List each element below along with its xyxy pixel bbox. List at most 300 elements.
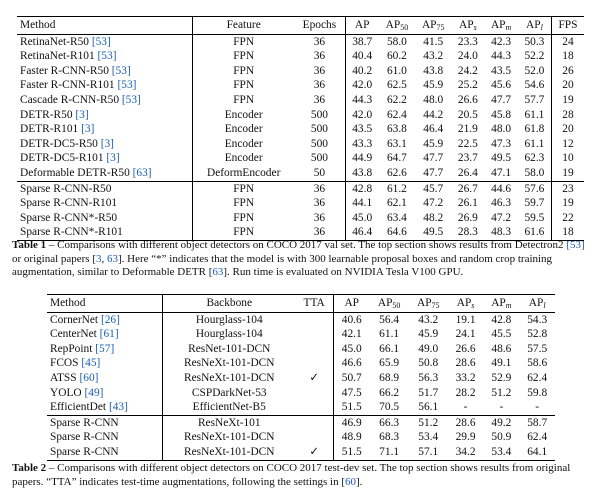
cell-ap75: 47.2 [423, 197, 444, 210]
table-row [47, 415, 555, 430]
method-name: Sparse R-CNN*-R50 [20, 211, 118, 224]
cell-aps: 24.2 [457, 64, 478, 77]
citation-link[interactable]: [63] [132, 166, 152, 179]
cell-fps: 12 [562, 137, 574, 150]
cell-epochs: 36 [294, 78, 345, 93]
t1-header-ap: AP [345, 17, 379, 35]
cell-aps: 28.2 [455, 386, 476, 399]
cell-apm: 42.8 [483, 312, 519, 327]
cell-ap75: 41.5 [415, 34, 451, 49]
cell-apm: 45.6 [491, 79, 512, 92]
cell-epochs: 36 [294, 64, 345, 79]
method-cell [47, 312, 163, 327]
cell-apl: 62.4 [527, 371, 548, 384]
cell-apl: 52.2 [518, 49, 552, 64]
cell-feature: FPN [233, 197, 255, 210]
method-name: Deformable DETR-R50 [20, 166, 133, 179]
cell-ap: 42.1 [341, 328, 362, 341]
cell-apm: 42.3 [484, 34, 518, 49]
cell-backbone: ResNeXt-101 [163, 415, 296, 430]
cell-ap50: 66.2 [379, 386, 400, 399]
method-cell [17, 137, 193, 152]
method-name: Faster R-CNN-R101 [20, 79, 118, 92]
cell-apm: 45.8 [491, 108, 512, 121]
cell-ap: 42.0 [352, 79, 373, 92]
citation-link[interactable]: [3] [81, 123, 95, 136]
cell-tta [295, 327, 333, 342]
cell-ap75: 53.4 [418, 431, 439, 444]
cell-apm: 43.5 [491, 64, 512, 77]
t2-header-ap: AP [333, 295, 369, 313]
cell-fps: 19 [562, 93, 574, 106]
t2-header-ap50: $AP_{50}$ [370, 295, 409, 313]
table-2-caption: Table 2 – Comparisons with different object detectors on COCO 2017 test-dev set. The top section shows results from original papers. “TTA” indicates test-time augmentations, following the settings in [60]. [12, 462, 571, 488]
cell-aps: 26.4 [457, 166, 478, 179]
cell-ap: 45.0 [352, 211, 373, 224]
cell-tta: ✓ [295, 371, 333, 386]
table-row [47, 312, 555, 327]
cell-ap: 42.0 [352, 108, 373, 121]
table-row [47, 356, 555, 371]
cell-ap: 40.2 [352, 64, 373, 77]
cell-ap: 51.5 [341, 401, 362, 414]
cell-aps: 26.7 [451, 181, 484, 196]
cell-ap50: 68.9 [379, 371, 400, 384]
cell-fps: 28 [562, 108, 574, 121]
t1-header-epochs: Epochs [294, 17, 345, 35]
cell-apm: 49.2 [483, 415, 519, 430]
cell-apl: 57.5 [527, 342, 548, 355]
cell-apm: 48.0 [491, 123, 512, 136]
cell-ap75: 56.3 [418, 371, 439, 384]
citation-link[interactable]: [3] [75, 108, 89, 121]
table-row [47, 327, 555, 342]
cell-apm: 51.2 [491, 386, 512, 399]
cell-ap50: 62.5 [386, 79, 407, 92]
cell-aps: 26.6 [455, 342, 476, 355]
cell-ap75: 43.2 [423, 50, 444, 63]
cell-fps: 20 [562, 79, 574, 92]
citation-link[interactable]: [61] [99, 328, 119, 341]
method-cell [17, 49, 193, 64]
cell-feature: Encoder [224, 152, 263, 165]
cell-apm: 49.1 [491, 357, 512, 370]
table-2 [47, 294, 555, 461]
method-name: DETR-DC5-R101 [20, 152, 107, 165]
method-name: RepPoint [50, 342, 96, 355]
cell-apl: 61.8 [518, 122, 552, 137]
method-cell [17, 122, 193, 137]
cell-epochs: 500 [294, 137, 345, 152]
cell-ap50: 62.2 [386, 93, 407, 106]
cell-apl: 59.7 [518, 196, 552, 211]
table-row [17, 166, 584, 181]
cell-ap: 44.9 [352, 152, 373, 165]
cell-apl: - [535, 401, 540, 414]
cell-ap: 46.6 [341, 357, 362, 370]
cell-backbone: ResNet-101-DCN [188, 342, 271, 355]
t2-header-apm: $AP_m$ [483, 295, 519, 313]
method-name: CenterNet [50, 328, 100, 341]
cell-apl: 57.7 [518, 93, 552, 108]
t2-header-tta: TTA [295, 295, 333, 313]
table-row [17, 49, 584, 64]
citation-link[interactable]: [57] [95, 342, 115, 355]
citation-link[interactable]: 3 [96, 252, 102, 265]
table-row [47, 342, 555, 357]
cell-ap50: 63.4 [386, 211, 407, 224]
citation-link[interactable]: 63 [212, 266, 224, 278]
cell-aps: 23.3 [451, 34, 484, 49]
cell-aps: 28.6 [448, 415, 484, 430]
cell-fps: 20 [562, 123, 574, 136]
cell-apl: 50.3 [518, 34, 552, 49]
cell-ap75: 49.5 [415, 225, 451, 240]
cell-ap50: 64.7 [386, 152, 407, 165]
cell-apl: 59.5 [518, 211, 552, 226]
cell-fps: 23 [551, 181, 584, 196]
cell-apm: 52.9 [491, 371, 512, 384]
cell-apm: 45.5 [491, 328, 512, 341]
method-cell [17, 151, 193, 166]
cell-ap: 43.8 [352, 166, 373, 179]
table-row [17, 196, 584, 211]
method-name: Faster R-CNN-R50 [20, 64, 112, 77]
t2-body [47, 312, 555, 460]
cell-aps: 34.2 [448, 445, 484, 460]
cell-ap50: 70.5 [379, 401, 400, 414]
cell-apm: 47.2 [491, 211, 512, 224]
table-row [17, 64, 584, 79]
citation-link[interactable]: 60 [345, 475, 357, 488]
cell-apl: 54.3 [519, 312, 555, 327]
cell-aps: 20.5 [457, 108, 478, 121]
cell-ap: 46.9 [333, 415, 369, 430]
cell-apl: 64.1 [519, 445, 555, 460]
cell-feature: Encoder [224, 137, 263, 150]
cell-ap75: 48.2 [423, 211, 444, 224]
cell-aps: 19.1 [448, 312, 484, 327]
citation-link[interactable]: [3] [106, 152, 120, 165]
cell-fps: 24 [551, 34, 584, 49]
cell-apm: 50.9 [491, 431, 512, 444]
cell-ap75: 45.9 [418, 328, 439, 341]
cell-ap50: 60.2 [386, 50, 407, 63]
method-cell [47, 327, 163, 342]
citation-link[interactable]: [53] [91, 35, 111, 48]
method-cell [17, 196, 193, 211]
caption-label: Table 2 [12, 462, 47, 474]
citation-link[interactable]: [43] [108, 401, 128, 414]
cell-backbone: ResNeXt-101-DCN [184, 357, 275, 370]
citation-link[interactable]: [53] [121, 93, 141, 106]
method-cell [17, 64, 193, 79]
cell-apm: 49.5 [491, 152, 512, 165]
cell-aps: 21.9 [457, 123, 478, 136]
cell-ap50: 71.1 [370, 445, 409, 460]
cell-aps: 24.0 [457, 50, 478, 63]
cell-ap75: 45.9 [423, 79, 444, 92]
cell-ap: 46.4 [345, 225, 379, 240]
cell-apm: 47.3 [491, 137, 512, 150]
cell-aps: 29.9 [455, 431, 476, 444]
cell-apl: 62.4 [527, 431, 548, 444]
cell-ap50: 65.9 [379, 357, 400, 370]
cell-fps: 19 [562, 166, 574, 179]
t2-header-backbone: Backbone [163, 295, 296, 313]
cell-tta [295, 312, 333, 327]
table-row [17, 78, 584, 93]
cell-ap: 42.8 [345, 181, 379, 196]
cell-ap75: 47.7 [423, 152, 444, 165]
cell-fps: 10 [562, 152, 574, 165]
table-row [47, 386, 555, 401]
method-name: Sparse R-CNN*-R101 [20, 226, 123, 239]
method-name: ATSS [50, 371, 80, 384]
method-cell [47, 430, 163, 445]
t2-header-method: Method [47, 295, 163, 313]
table-row [17, 181, 584, 196]
cell-apm: 47.7 [491, 93, 512, 106]
table-row [47, 445, 555, 460]
cell-ap: 51.5 [333, 445, 369, 460]
cell-tta [295, 342, 333, 357]
t1-header-fps: FPS [551, 17, 584, 35]
cell-ap: 47.5 [341, 386, 362, 399]
table-row [17, 211, 584, 226]
citation-link[interactable]: [53] [566, 239, 585, 251]
method-cell [47, 445, 163, 460]
cell-apl: 52.0 [518, 64, 552, 79]
cell-aps: 25.2 [457, 79, 478, 92]
cell-ap50: 56.4 [370, 312, 409, 327]
cell-apl: 58.6 [527, 357, 548, 370]
table-row [47, 430, 555, 445]
cell-ap: 40.4 [352, 50, 373, 63]
table-row [17, 122, 584, 137]
method-name: Sparse R-CNN [50, 416, 119, 429]
cell-backbone: Hourglass-104 [195, 328, 263, 341]
cell-ap: 44.1 [352, 197, 373, 210]
t2-header-ap75: $AP_{75}$ [409, 295, 448, 313]
cell-apm: 53.4 [483, 445, 519, 460]
t1-header-apl: $AP_l$ [518, 17, 552, 35]
method-cell [47, 342, 163, 357]
cell-ap: 44.3 [352, 93, 373, 106]
method-cell [17, 34, 193, 49]
cell-aps: 26.9 [457, 211, 478, 224]
cell-ap75: 51.2 [409, 415, 448, 430]
citation-link[interactable]: [53] [111, 64, 131, 77]
t1-header-ap50: $AP_{50}$ [379, 17, 415, 35]
citation-link[interactable]: [53] [97, 50, 117, 63]
cell-ap50: 61.0 [386, 64, 407, 77]
cell-ap50: 66.1 [379, 342, 400, 355]
cell-apm: - [499, 401, 504, 414]
cell-fps: 18 [551, 225, 584, 240]
cell-epochs: 36 [294, 181, 345, 196]
cell-feature: DeformEncoder [206, 166, 281, 179]
cell-ap75: 48.0 [423, 93, 444, 106]
cell-tta: ✓ [295, 445, 333, 460]
cell-epochs: 36 [294, 211, 345, 226]
cell-apl: 61.1 [518, 137, 552, 152]
t1-header-method: Method [17, 17, 193, 35]
cell-ap75: 45.7 [415, 181, 451, 196]
method-name: DETR-DC5-R50 [20, 137, 101, 150]
cell-tta [295, 415, 333, 430]
cell-ap50: 64.6 [379, 225, 415, 240]
citation-link[interactable]: [53] [117, 79, 137, 92]
method-name: CornerNet [50, 313, 101, 326]
method-cell [47, 356, 163, 371]
cell-ap50: 61.1 [379, 328, 400, 341]
cell-ap: 40.6 [333, 312, 369, 327]
cell-backbone: ResNeXt-101-DCN [163, 445, 296, 460]
cell-ap50: 62.4 [386, 108, 407, 121]
cell-tta [295, 430, 333, 445]
cell-feature: Encoder [224, 108, 263, 121]
cell-ap75: 43.2 [409, 312, 448, 327]
cell-ap75: 56.1 [418, 401, 439, 414]
cell-aps: 23.7 [457, 152, 478, 165]
cell-ap: 45.0 [341, 342, 362, 355]
cell-ap: 43.3 [352, 137, 373, 150]
cell-epochs: 50 [294, 166, 345, 181]
table-1-caption: Table 1 – Comparisons with different object detectors on COCO 2017 val set. The top section shows results from Detectron2 [53] or original papers [3, 63]. Here “*” indicates that the model is with 300 learnable proposal boxes and random crop training augmentation, similar to Deformable DETR [63]. Run time is evaluated on NVIDIA Tesla V100 GPU. [12, 239, 585, 278]
cell-backbone: Hourglass-104 [163, 312, 296, 327]
cell-apl: 59.8 [527, 386, 548, 399]
cell-feature: FPN [233, 50, 255, 63]
citation-link[interactable]: [26] [100, 313, 120, 326]
cell-epochs: 500 [294, 151, 345, 166]
method-cell [47, 386, 163, 401]
cell-apm: 46.3 [491, 197, 512, 210]
citation-link[interactable]: [45] [81, 357, 101, 370]
citation-link[interactable]: 63 [107, 252, 118, 265]
method-name: RetinaNet-R50 [20, 35, 92, 48]
cell-apl: 62.3 [518, 151, 552, 166]
cell-apl: 54.6 [518, 78, 552, 93]
cell-ap75: 43.8 [423, 64, 444, 77]
cell-apl: 61.6 [518, 225, 552, 240]
cell-epochs: 36 [294, 196, 345, 211]
table-row [17, 108, 584, 123]
cell-epochs: 500 [294, 122, 345, 137]
cell-ap75: 45.9 [423, 137, 444, 150]
cell-epochs: 36 [294, 49, 345, 64]
cell-ap75: 49.0 [418, 342, 439, 355]
cell-tta [295, 400, 333, 415]
cell-aps: 28.3 [451, 225, 484, 240]
cell-backbone: CSPDarkNet-53 [191, 386, 267, 399]
table-row [47, 371, 555, 386]
t2-header-apl: $AP_l$ [519, 295, 555, 313]
cell-apl: 57.6 [518, 181, 552, 196]
cell-ap50: 62.1 [386, 197, 407, 210]
method-cell [47, 415, 163, 430]
cell-feature: FPN [233, 211, 255, 224]
method-name: Cascade R-CNN-R50 [20, 93, 122, 106]
cell-ap50: 61.2 [379, 181, 415, 196]
cell-ap75: 51.7 [418, 386, 439, 399]
cell-apl: 58.0 [518, 166, 552, 181]
cell-apm: 48.3 [484, 225, 518, 240]
cell-apm: 47.1 [491, 166, 512, 179]
cell-ap50: 63.1 [386, 137, 407, 150]
citation-link[interactable]: [60] [79, 371, 99, 384]
cell-epochs: 36 [294, 225, 345, 240]
cell-ap: 50.7 [341, 371, 362, 384]
method-name: Sparse R-CNN [50, 431, 119, 444]
method-name: FCOS [50, 357, 82, 370]
cell-aps: 24.1 [455, 328, 476, 341]
method-cell [17, 93, 193, 108]
cell-fps: 22 [562, 211, 574, 224]
method-name: DETR-R101 [20, 123, 82, 136]
method-name: Sparse R-CNN-R101 [20, 197, 118, 210]
cell-ap: 43.5 [352, 123, 373, 136]
t2-header-aps: $AP_s$ [448, 295, 484, 313]
citation-link[interactable]: [49] [84, 386, 104, 399]
cell-apm: 48.6 [491, 342, 512, 355]
method-name: Sparse R-CNN-R50 [20, 182, 112, 195]
cell-fps: 19 [562, 197, 574, 210]
cell-apl: 52.8 [527, 328, 548, 341]
cell-ap50: 58.0 [379, 34, 415, 49]
cell-feature: FPN [233, 79, 255, 92]
cell-backbone: ResNeXt-101-DCN [184, 371, 275, 384]
cell-feature: Encoder [224, 123, 263, 136]
cell-epochs: 36 [294, 93, 345, 108]
cell-apm: 44.3 [491, 50, 512, 63]
cell-apl: 58.7 [519, 415, 555, 430]
method-name: EfficientDet [50, 401, 109, 414]
cell-aps: 22.5 [457, 137, 478, 150]
method-cell [17, 166, 193, 181]
cell-aps: 28.6 [455, 357, 476, 370]
cell-aps: 26.6 [457, 93, 478, 106]
cell-apm: 44.6 [484, 181, 518, 196]
method-name: DETR-R50 [20, 108, 76, 121]
cell-fps: 26 [562, 64, 574, 77]
cell-ap: 48.9 [341, 431, 362, 444]
t1-header-apm: $AP_m$ [484, 17, 518, 35]
cell-ap75: 50.8 [418, 357, 439, 370]
cell-epochs: 500 [294, 108, 345, 123]
cell-ap50: 63.8 [386, 123, 407, 136]
cell-ap: 38.7 [345, 34, 379, 49]
table-row [17, 34, 584, 49]
method-name: Sparse R-CNN [50, 445, 119, 458]
method-cell [17, 78, 193, 93]
cell-ap75: 46.4 [423, 123, 444, 136]
cell-epochs: 36 [294, 34, 345, 49]
cell-backbone: ResNeXt-101-DCN [184, 431, 275, 444]
cell-ap75: 44.2 [423, 108, 444, 121]
citation-link[interactable]: [3] [100, 137, 114, 150]
t1-body [17, 34, 584, 240]
cell-fps: 18 [562, 50, 574, 63]
method-cell [47, 400, 163, 415]
table-1 [17, 16, 584, 241]
cell-ap75: 57.1 [409, 445, 448, 460]
cell-feature: FPN [193, 181, 295, 196]
cell-apl: 61.1 [518, 108, 552, 123]
method-name: YOLO [50, 386, 85, 399]
caption-label: Table 1 [12, 239, 47, 251]
t1-header-aps: $AP_s$ [451, 17, 484, 35]
